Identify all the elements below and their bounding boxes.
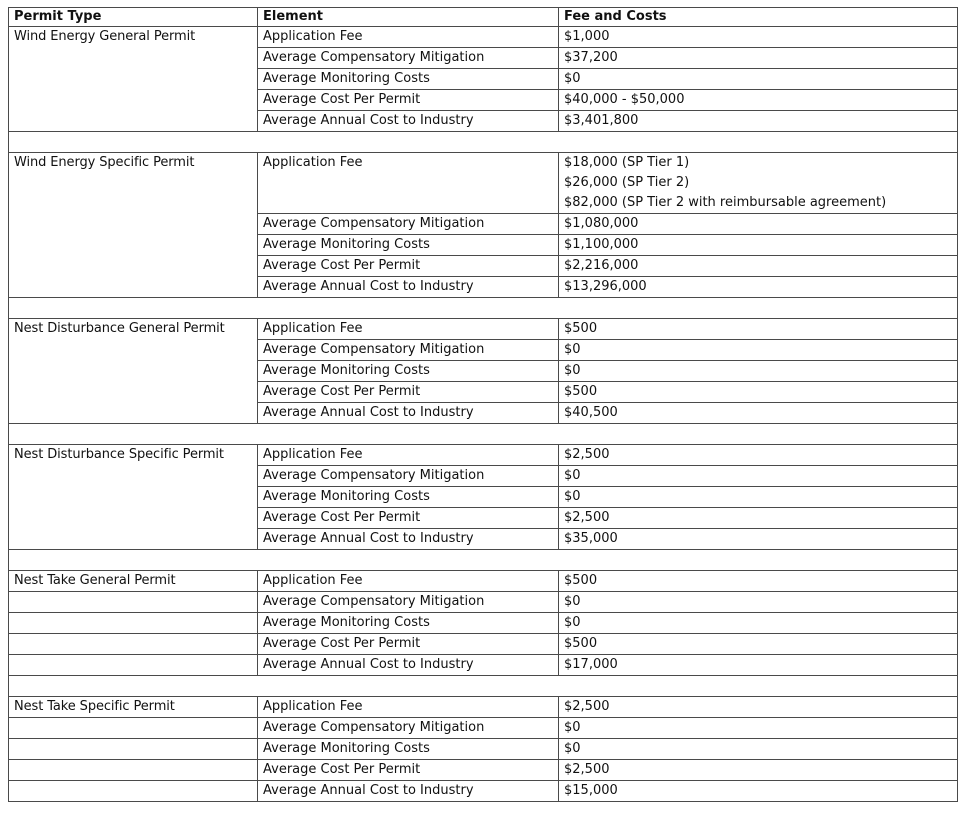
empty-type-cell [9,781,258,802]
element-cell: Application Fee [258,153,559,214]
fee-cell: $40,500 [559,403,958,424]
element-cell: Application Fee [258,445,559,466]
fee-cell: $0 [559,361,958,382]
table-row [9,739,958,760]
permit-fee-table [8,7,958,802]
fee-line: $26,000 (SP Tier 2) [564,175,690,190]
element-cell: Average Monitoring Costs [258,69,559,90]
element-cell: Average Compensatory Mitigation [258,592,559,613]
fee-cell: $13,296,000 [559,277,958,298]
element-cell: Average Cost Per Permit [258,256,559,277]
empty-type-cell [9,739,258,760]
element-cell: Average Annual Cost to Industry [258,781,559,802]
fee-cell: $500 [559,634,958,655]
element-cell: Average Annual Cost to Industry [258,403,559,424]
spacer-row [9,424,958,445]
fee-cell: $3,401,800 [559,111,958,132]
permit-type-cell: Nest Disturbance Specific Permit [9,445,258,550]
empty-type-cell [9,592,258,613]
fee-cell: $2,216,000 [559,256,958,277]
fee-cell [559,153,958,214]
spacer-cell [9,298,958,319]
permit-type-cell: Wind Energy General Permit [9,27,258,132]
element-cell: Average Annual Cost to Industry [258,655,559,676]
element-cell: Average Cost Per Permit [258,382,559,403]
table-row [9,781,958,802]
element-cell: Application Fee [258,697,559,718]
element-cell: Average Annual Cost to Industry [258,111,559,132]
fee-cell: $0 [559,69,958,90]
table-row [9,718,958,739]
table-row [9,697,958,718]
table-row [9,613,958,634]
fee-cell: $500 [559,382,958,403]
fee-cell: $0 [559,739,958,760]
element-cell: Average Compensatory Mitigation [258,48,559,69]
empty-type-cell [9,613,258,634]
fee-cell: $500 [559,571,958,592]
header-permit-type: Permit Type [9,8,258,27]
table-row [9,27,958,48]
element-cell: Average Cost Per Permit [258,508,559,529]
empty-type-cell [9,718,258,739]
table-row [9,655,958,676]
fee-line: $18,000 (SP Tier 1) [564,155,690,170]
fee-cell: $2,500 [559,760,958,781]
fee-cell: $17,000 [559,655,958,676]
empty-type-cell [9,760,258,781]
empty-type-cell [9,634,258,655]
fee-cell: $1,080,000 [559,214,958,235]
header-row [9,8,958,27]
element-cell: Average Monitoring Costs [258,739,559,760]
fee-cell: $37,200 [559,48,958,69]
header-element: Element [258,8,559,27]
fee-cell: $15,000 [559,781,958,802]
fee-cell: $1,000 [559,27,958,48]
spacer-cell [9,550,958,571]
fee-cell: $0 [559,613,958,634]
fee-cell: $1,100,000 [559,235,958,256]
table-row [9,445,958,466]
fee-cell: $2,500 [559,697,958,718]
table-row [9,153,958,214]
table-row [9,760,958,781]
element-cell: Average Cost Per Permit [258,90,559,111]
fee-cell: $0 [559,718,958,739]
spacer-row [9,298,958,319]
element-cell: Average Cost Per Permit [258,760,559,781]
fee-cell: $500 [559,319,958,340]
fee-cell: $0 [559,340,958,361]
fee-cell: $0 [559,592,958,613]
empty-type-cell [9,655,258,676]
element-cell: Average Monitoring Costs [258,613,559,634]
table-row [9,571,958,592]
element-cell: Average Annual Cost to Industry [258,277,559,298]
fee-cell: $2,500 [559,508,958,529]
table-row [9,592,958,613]
table-body [9,27,958,802]
table-row [9,634,958,655]
fee-cell: $2,500 [559,445,958,466]
permit-type-cell: Nest Take General Permit [9,571,258,592]
element-cell: Average Compensatory Mitigation [258,466,559,487]
spacer-row [9,132,958,153]
element-cell: Average Monitoring Costs [258,361,559,382]
element-cell: Average Compensatory Mitigation [258,718,559,739]
permit-type-cell: Nest Take Specific Permit [9,697,258,718]
element-cell: Average Compensatory Mitigation [258,340,559,361]
header-fee: Fee and Costs [559,8,958,27]
element-cell: Application Fee [258,27,559,48]
element-cell: Application Fee [258,571,559,592]
element-cell: Average Annual Cost to Industry [258,529,559,550]
fee-cell: $0 [559,466,958,487]
spacer-cell [9,424,958,445]
fee-line: $82,000 (SP Tier 2 with reimbursable agreement) [564,195,887,210]
spacer-row [9,550,958,571]
permit-type-cell: Wind Energy Specific Permit [9,153,258,298]
spacer-cell [9,676,958,697]
fee-cell: $35,000 [559,529,958,550]
element-cell: Average Monitoring Costs [258,487,559,508]
table-row [9,319,958,340]
fee-cell: $40,000 - $50,000 [559,90,958,111]
element-cell: Average Monitoring Costs [258,235,559,256]
element-cell: Application Fee [258,319,559,340]
element-cell: Average Compensatory Mitigation [258,214,559,235]
element-cell: Average Cost Per Permit [258,634,559,655]
spacer-row [9,676,958,697]
fee-cell: $0 [559,487,958,508]
permit-type-cell: Nest Disturbance General Permit [9,319,258,424]
spacer-cell [9,132,958,153]
